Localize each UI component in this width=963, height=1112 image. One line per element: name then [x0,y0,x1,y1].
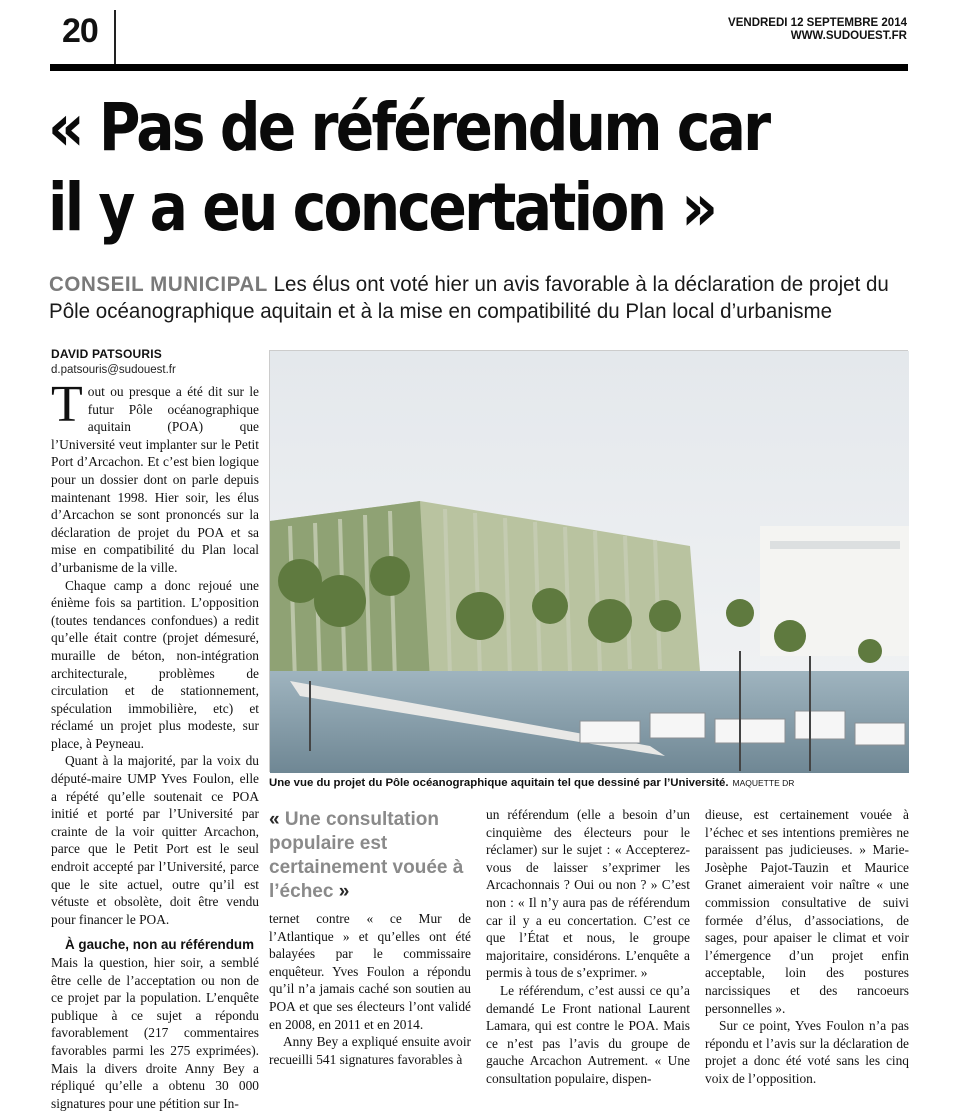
paragraph-2: Chaque camp a donc rejoué une énième fois sa partition. L’opposition (toutes tendances confondues) a redit qu’elle était contre (projet démesuré, muraille de béton, non-intégration architecturale, problèmes de circulation et de stationnement, spéculation immobilière, etc) et réclamé un projet plus modeste, sur place, à Peyneau. [51,577,259,751]
paragraph-10: Sur ce point, Yves Foulon n’a pas répondu et l’avis sur la déclaration de projet a donc été voté sans les cinq voix de l’opposition. [705,1018,909,1086]
drop-cap: T [51,376,83,433]
paragraph-8: Le référendum, c’est aussi ce qu’a demandé Le Front national Laurent Lamara, qui est contre le POA. Mais ce n’est pas l’avis du groupe de gauche Arcachon Autrement. « Une consultation populaire, dispen- [486,982,690,1086]
paragraph-5: ternet contre « ce Mur de l’Atlantique » et qu’elles ont été balayées par le commissaire enquêteur. Yves Foulon a répondu qu’il n’a jamais caché son soutien au POA et que ses électeurs l’ont validé en 2008, en 2011 et en 2014. [269,911,471,1032]
standfirst-text: Les élus ont voté hier un avis favorable à la déclaration de projet du Pôle océanographique aquitain et à la mise en compatibilité du Plan local d’urbanisme [49,272,889,323]
paragraph-9: dieuse, est certainement vouée à l’échec et ses intentions premières ne paraissent pas judicieuses. » Marie-Josèphe Pajot-Tauzin et Maurice Granet aimeraient voir naître « une commission consultative de suivi formée d’élus, d’associations, de sages, pour apaiser le climat et voir l’émergence d’un projet enfin acceptable, loin des postures narcissiques et des rancoeurs personnelles ». [705,807,909,1016]
page-number: 20 [62,12,98,50]
paragraph-6: Anny Bey a expliqué ensuite avoir recueilli 541 signatures favorables à [269,1034,471,1067]
issue-date: VENDREDI 12 SEPTEMBRE 2014 [728,17,907,29]
standfirst [49,271,889,325]
paragraph-4: Mais la question, hier soir, a semblé être celle de l’acceptation ou non de ce projet par la population. L’enquête publique à ce sujet a répondu favorablement (217 commentaires favorables parmi les 275 exprimées). Mais la divers droite Anny Bey a répliqué qu’elle a obtenu 30 000 signatures pour une pétition sur In- [51,955,259,1111]
header-rule [50,64,908,71]
pull-quote-open: « [269,809,285,830]
paragraph-3: Quant à la majorité, par la voix du député-maire UMP Yves Foulon, elle a répété qu’elle soutenait ce POA initié et porté par l’Université par crainte de la voir quitter Arcachon, parce que le Petit Port est le seul endroit accepté par l’Université, parce que le site actuel, outre qu’il est vétuste et obsolète, doit être vendu pour financer le POA. [51,753,259,927]
kicker: CONSEIL MUNICIPAL [49,272,268,296]
article-photo [269,350,908,772]
column-1 [51,376,259,1112]
paragraph-1: Tout ou presque a été dit sur le futur Pôle océanographique aquitain (POA) que l’Université veut implanter sur le Petit Port d’Arcachon. Et c’est bien logique pour un dossier dont on parle depuis maintenant 1998. Hier soir, les élus d’Arcachon se sont prononcés sur la déclaration de projet du POA et sa mise en compatibilité du Plan local d’urbanisme de la ville. [51,376,259,575]
photo-caption [269,777,908,789]
column-2 [269,910,471,1068]
pull-quote-text: Une consultation populaire est certainement vouée à l’échec [269,809,464,902]
pull-quote [269,808,479,904]
caption-text: Une vue du projet du Pôle océanographique aquitain tel que dessiné par l’Université. [269,777,729,789]
author-name: DAVID PATSOURIS [51,347,163,361]
paragraph-7: un référendum (elle a besoin d’un cinquième des électeurs pour le réclamer) sur le sujet : « Accepterez-vous de laisser s’exprimer les Arcachonnais ? Oui ou non ? » C’est non : « Il n’y aura pas de référendum car il y a eu concertation. C’est ce que l’État et nous, le groupe majoritaire, considérons. L’enquête a permis à tous de s’exprimer. » [486,807,690,981]
site-url[interactable]: WWW.SUDOUEST.FR [790,30,907,42]
headline-line-2: il y a eu concertation » [48,169,716,246]
column-4 [705,806,909,1088]
column-3 [486,806,690,1088]
subheading: À gauche, non au référendum [65,937,254,953]
pull-quote-close: » [333,881,350,902]
headline [48,88,925,248]
building-illustration [270,351,909,773]
headline-line-1: « Pas de référendum car [48,89,769,166]
author-email[interactable]: d.patsouris@sudouest.fr [51,364,176,376]
photo-credit: MAQUETTE DR [732,778,795,788]
header-divider [114,10,116,64]
